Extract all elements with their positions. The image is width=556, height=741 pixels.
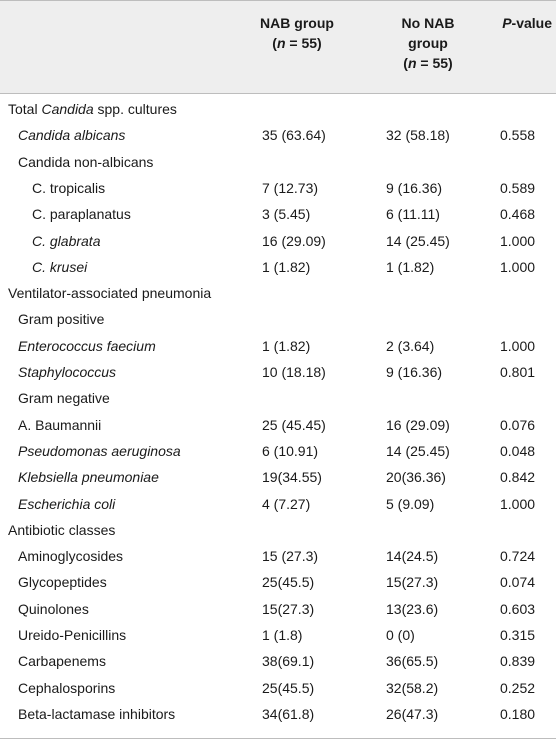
row-label-text: Beta-lactamase inhibitors xyxy=(18,705,176,722)
table-row xyxy=(0,228,556,254)
header-p-value xyxy=(486,13,552,33)
p-value: 0.252 xyxy=(500,679,536,696)
row-label-italic: C. krusei xyxy=(32,258,88,275)
row-label-italic: Staphylococcus xyxy=(18,364,117,380)
table-row xyxy=(0,122,556,148)
no-nab-value: 5 (9.09) xyxy=(386,495,435,512)
row-label xyxy=(18,438,181,464)
row-label-italic: Pseudomonas aeruginosa xyxy=(18,442,181,459)
row-label-text: Carbapenems xyxy=(18,653,106,670)
table-row xyxy=(0,543,556,569)
row-label-text: Quinolones xyxy=(18,600,89,617)
no-nab-value: 15(27.3) xyxy=(386,574,439,591)
row-label-text: spp. cultures xyxy=(93,101,177,117)
no-nab-value: 14 (25.45) xyxy=(386,232,450,249)
nab-value: 19(34.55) xyxy=(262,469,322,486)
header-no-nab-line2: group xyxy=(408,35,448,51)
p-value: 0.074 xyxy=(500,574,536,591)
row-label-text: C. paraplanatus xyxy=(32,206,131,223)
row-label xyxy=(18,464,159,490)
nab-value: 35 (63.64) xyxy=(262,127,326,144)
no-nab-value: 26(47.3) xyxy=(386,705,439,722)
header-nab-open: ( xyxy=(272,35,277,51)
header-nab-group xyxy=(238,13,356,53)
header-no-nab-count: = 55) xyxy=(416,55,453,71)
nab-value: 4 (7.27) xyxy=(262,495,311,512)
row-label-italic: Escherichia coli xyxy=(18,495,116,512)
row-label xyxy=(8,517,115,543)
nab-value: 16 (29.09) xyxy=(262,232,326,249)
row-label xyxy=(18,622,126,648)
row-label-text: Gram positive xyxy=(18,311,105,328)
table-row xyxy=(0,701,556,727)
row-label-text: Ventilator-associated pneumonia xyxy=(8,285,212,302)
table-row xyxy=(0,412,556,438)
header-no-nab-group xyxy=(372,13,484,73)
header-p: P xyxy=(502,15,512,31)
header-no-nab-n: n xyxy=(407,55,417,71)
row-label-text: Gram negative xyxy=(18,390,110,407)
table-row xyxy=(0,96,556,122)
table-row xyxy=(0,569,556,595)
row-label-italic: C. glabrata xyxy=(32,232,101,249)
no-nab-value: 14 (25.45) xyxy=(386,442,450,459)
p-value: 0.076 xyxy=(500,416,536,433)
row-label xyxy=(18,675,115,701)
nab-value: 15(27.3) xyxy=(262,600,315,617)
row-label-text: C. tropicalis xyxy=(32,179,106,196)
row-label-text: Cephalosporins xyxy=(18,679,116,696)
no-nab-value: 13(23.6) xyxy=(386,600,439,617)
row-label xyxy=(8,280,211,306)
row-label-italic: Candida xyxy=(41,101,94,117)
row-label xyxy=(18,359,116,385)
row-label xyxy=(18,149,153,175)
nab-value: 3 (5.45) xyxy=(262,206,311,223)
no-nab-value: 32 (58.18) xyxy=(386,127,450,144)
no-nab-value: 6 (11.11) xyxy=(386,206,440,223)
p-value: 1.000 xyxy=(500,337,536,354)
row-label-italic: Klebsiella pneumoniae xyxy=(18,469,159,486)
table-row xyxy=(0,306,556,332)
no-nab-value: 32(58.2) xyxy=(386,679,439,696)
row-label xyxy=(18,491,115,517)
table-header xyxy=(0,0,556,94)
row-label xyxy=(18,543,123,569)
nab-value: 38(69.1) xyxy=(262,653,315,670)
row-label-text: Glycopeptides xyxy=(18,574,107,591)
nab-value: 25 (45.45) xyxy=(262,416,326,433)
no-nab-value: 1 (1.82) xyxy=(386,258,435,275)
header-no-nab-open: ( xyxy=(403,55,408,71)
no-nab-value: 16 (29.09) xyxy=(386,416,450,433)
no-nab-value: 36(65.5) xyxy=(386,653,439,670)
row-label xyxy=(18,306,104,332)
row-label xyxy=(18,569,107,595)
nab-value: 34(61.8) xyxy=(262,705,315,722)
p-value: 0.589 xyxy=(500,179,536,196)
p-value: 1.000 xyxy=(500,258,536,275)
nab-value: 1 (1.8) xyxy=(262,627,303,643)
no-nab-value: 20(36.36) xyxy=(386,469,446,486)
bottom-rule xyxy=(0,738,556,739)
p-value: 0.801 xyxy=(500,364,536,380)
p-value: 0.724 xyxy=(500,548,536,565)
row-label xyxy=(18,333,156,359)
table-row xyxy=(0,254,556,280)
nab-value: 25(45.5) xyxy=(262,679,315,696)
p-value: 0.315 xyxy=(500,627,536,643)
row-label-text: A. Baumannii xyxy=(18,416,102,433)
p-value: 1.000 xyxy=(500,495,536,512)
row-label xyxy=(32,201,131,227)
row-label-text: Ureido-Penicillins xyxy=(18,627,127,643)
table-row xyxy=(0,648,556,674)
p-value: 0.558 xyxy=(500,127,536,144)
row-label-italic: Enterococcus faecium xyxy=(18,337,156,354)
table-row xyxy=(0,596,556,622)
header-nab-count: = 55) xyxy=(285,35,322,51)
header-p-rest: -value xyxy=(511,15,552,31)
table-row xyxy=(0,333,556,359)
row-label xyxy=(18,412,101,438)
p-value: 1.000 xyxy=(500,232,536,249)
table-row xyxy=(0,675,556,701)
no-nab-value: 9 (16.36) xyxy=(386,179,443,196)
row-label-text: Antibiotic classes xyxy=(8,521,116,538)
table-row xyxy=(0,491,556,517)
row-label-text: Total xyxy=(8,101,42,117)
row-label xyxy=(18,122,125,148)
table-row xyxy=(0,280,556,306)
row-label-text: Candida non-albicans xyxy=(18,153,154,170)
header-nab-line1: NAB group xyxy=(260,15,334,31)
table-row xyxy=(0,149,556,175)
nab-value: 10 (18.18) xyxy=(262,364,326,380)
nab-value: 1 (1.82) xyxy=(262,337,311,354)
no-nab-value: 0 (0) xyxy=(386,627,415,643)
row-label xyxy=(32,228,100,254)
nab-value: 15 (27.3) xyxy=(262,548,319,565)
table-row xyxy=(0,438,556,464)
row-label xyxy=(18,701,175,727)
row-label xyxy=(8,96,177,122)
header-no-nab-line1: No NAB xyxy=(401,15,455,31)
table-row xyxy=(0,622,556,648)
p-value: 0.048 xyxy=(500,442,536,459)
row-label-text: Aminoglycosides xyxy=(18,548,124,565)
row-label-italic: Candida albicans xyxy=(18,127,126,144)
table-row xyxy=(0,385,556,411)
table-row xyxy=(0,464,556,490)
header-nab-n: n xyxy=(276,35,286,51)
no-nab-value: 2 (3.64) xyxy=(386,337,435,354)
p-value: 0.842 xyxy=(500,469,536,486)
table-row xyxy=(0,201,556,227)
table-row xyxy=(0,175,556,201)
row-label xyxy=(32,254,87,280)
table-row xyxy=(0,359,556,385)
row-label xyxy=(32,175,105,201)
p-value: 0.468 xyxy=(500,206,536,223)
p-value: 0.603 xyxy=(500,600,536,617)
no-nab-value: 9 (16.36) xyxy=(386,364,443,380)
nab-value: 7 (12.73) xyxy=(262,179,319,196)
nab-value: 6 (10.91) xyxy=(262,442,319,459)
p-value: 0.180 xyxy=(500,705,536,722)
p-value: 0.839 xyxy=(500,653,536,670)
row-label xyxy=(18,648,106,674)
no-nab-value: 14(24.5) xyxy=(386,548,439,565)
header-no-nab-line3 xyxy=(372,53,484,73)
row-label xyxy=(18,385,110,411)
table-row xyxy=(0,517,556,543)
nab-value: 25(45.5) xyxy=(262,574,315,591)
row-label xyxy=(18,596,89,622)
header-nab-line2 xyxy=(238,33,356,53)
nab-value: 1 (1.82) xyxy=(262,258,311,275)
